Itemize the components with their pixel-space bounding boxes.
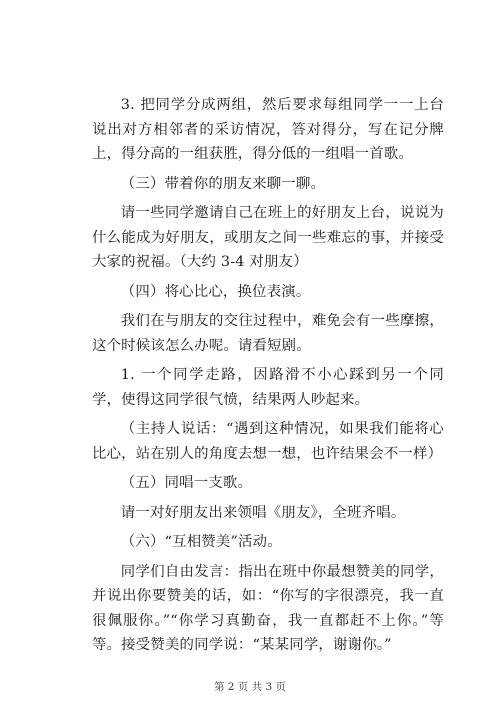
paragraph-sing-song: 请一对好朋友出来领唱《朋友》，全班齐唱。: [120, 504, 406, 521]
document-body: [92, 93, 444, 658]
section-heading-3: （三）带着你的朋友来聊一聊。: [120, 175, 326, 192]
paragraph-host-remark: （主持人说话：“遇到这种情况，如果我们能将心比心，站在别人的角度去想一想，也许结果会不一样）: [92, 421, 444, 462]
section-heading-6: （六）“互相赞美”活动。: [120, 534, 282, 550]
section-heading-5: （五）同唱一支歌。: [120, 475, 253, 491]
paragraph-free-speech: 同学们自由发言：指出在班中你最想赞美的同学，并说出你要赞美的话，如：“你写的字很漂亮，我一直很佩服你。”“你学习真勤奋，我一直都赶不上你。”等等。接受赞美的同学说：“某某同学，谢谢你。”: [92, 563, 444, 653]
section-heading-4: （四）将心比心，换位表演。: [120, 283, 311, 300]
paragraph-skit-1: 1. 一个同学走路，因路滑不小心踩到另一个同学，使得这同学很气愤，结果两人吵起来。: [92, 367, 444, 408]
paragraph-step-3: 3. 把同学分成两组，然后要求每组同学一一上台说出对方相邻者的采访情况，答对得分，写在记分牌上，得分高的一组获胜，得分低的一组唱一首歌。: [92, 97, 444, 162]
page-footer: 第 2 页 共 3 页: [213, 681, 287, 693]
paragraph-friction: 我们在与朋友的交往过程中，难免会有一些摩擦，这个时候该怎么办呢。请看短剧。: [92, 313, 444, 354]
paragraph-invite-friends: 请一些同学邀请自己在班上的好朋友上台，说说为什么能成为好朋友，或朋友之间一些难忘的事，并接受大家的祝福。（大约 3-4 对朋友）: [92, 205, 444, 270]
